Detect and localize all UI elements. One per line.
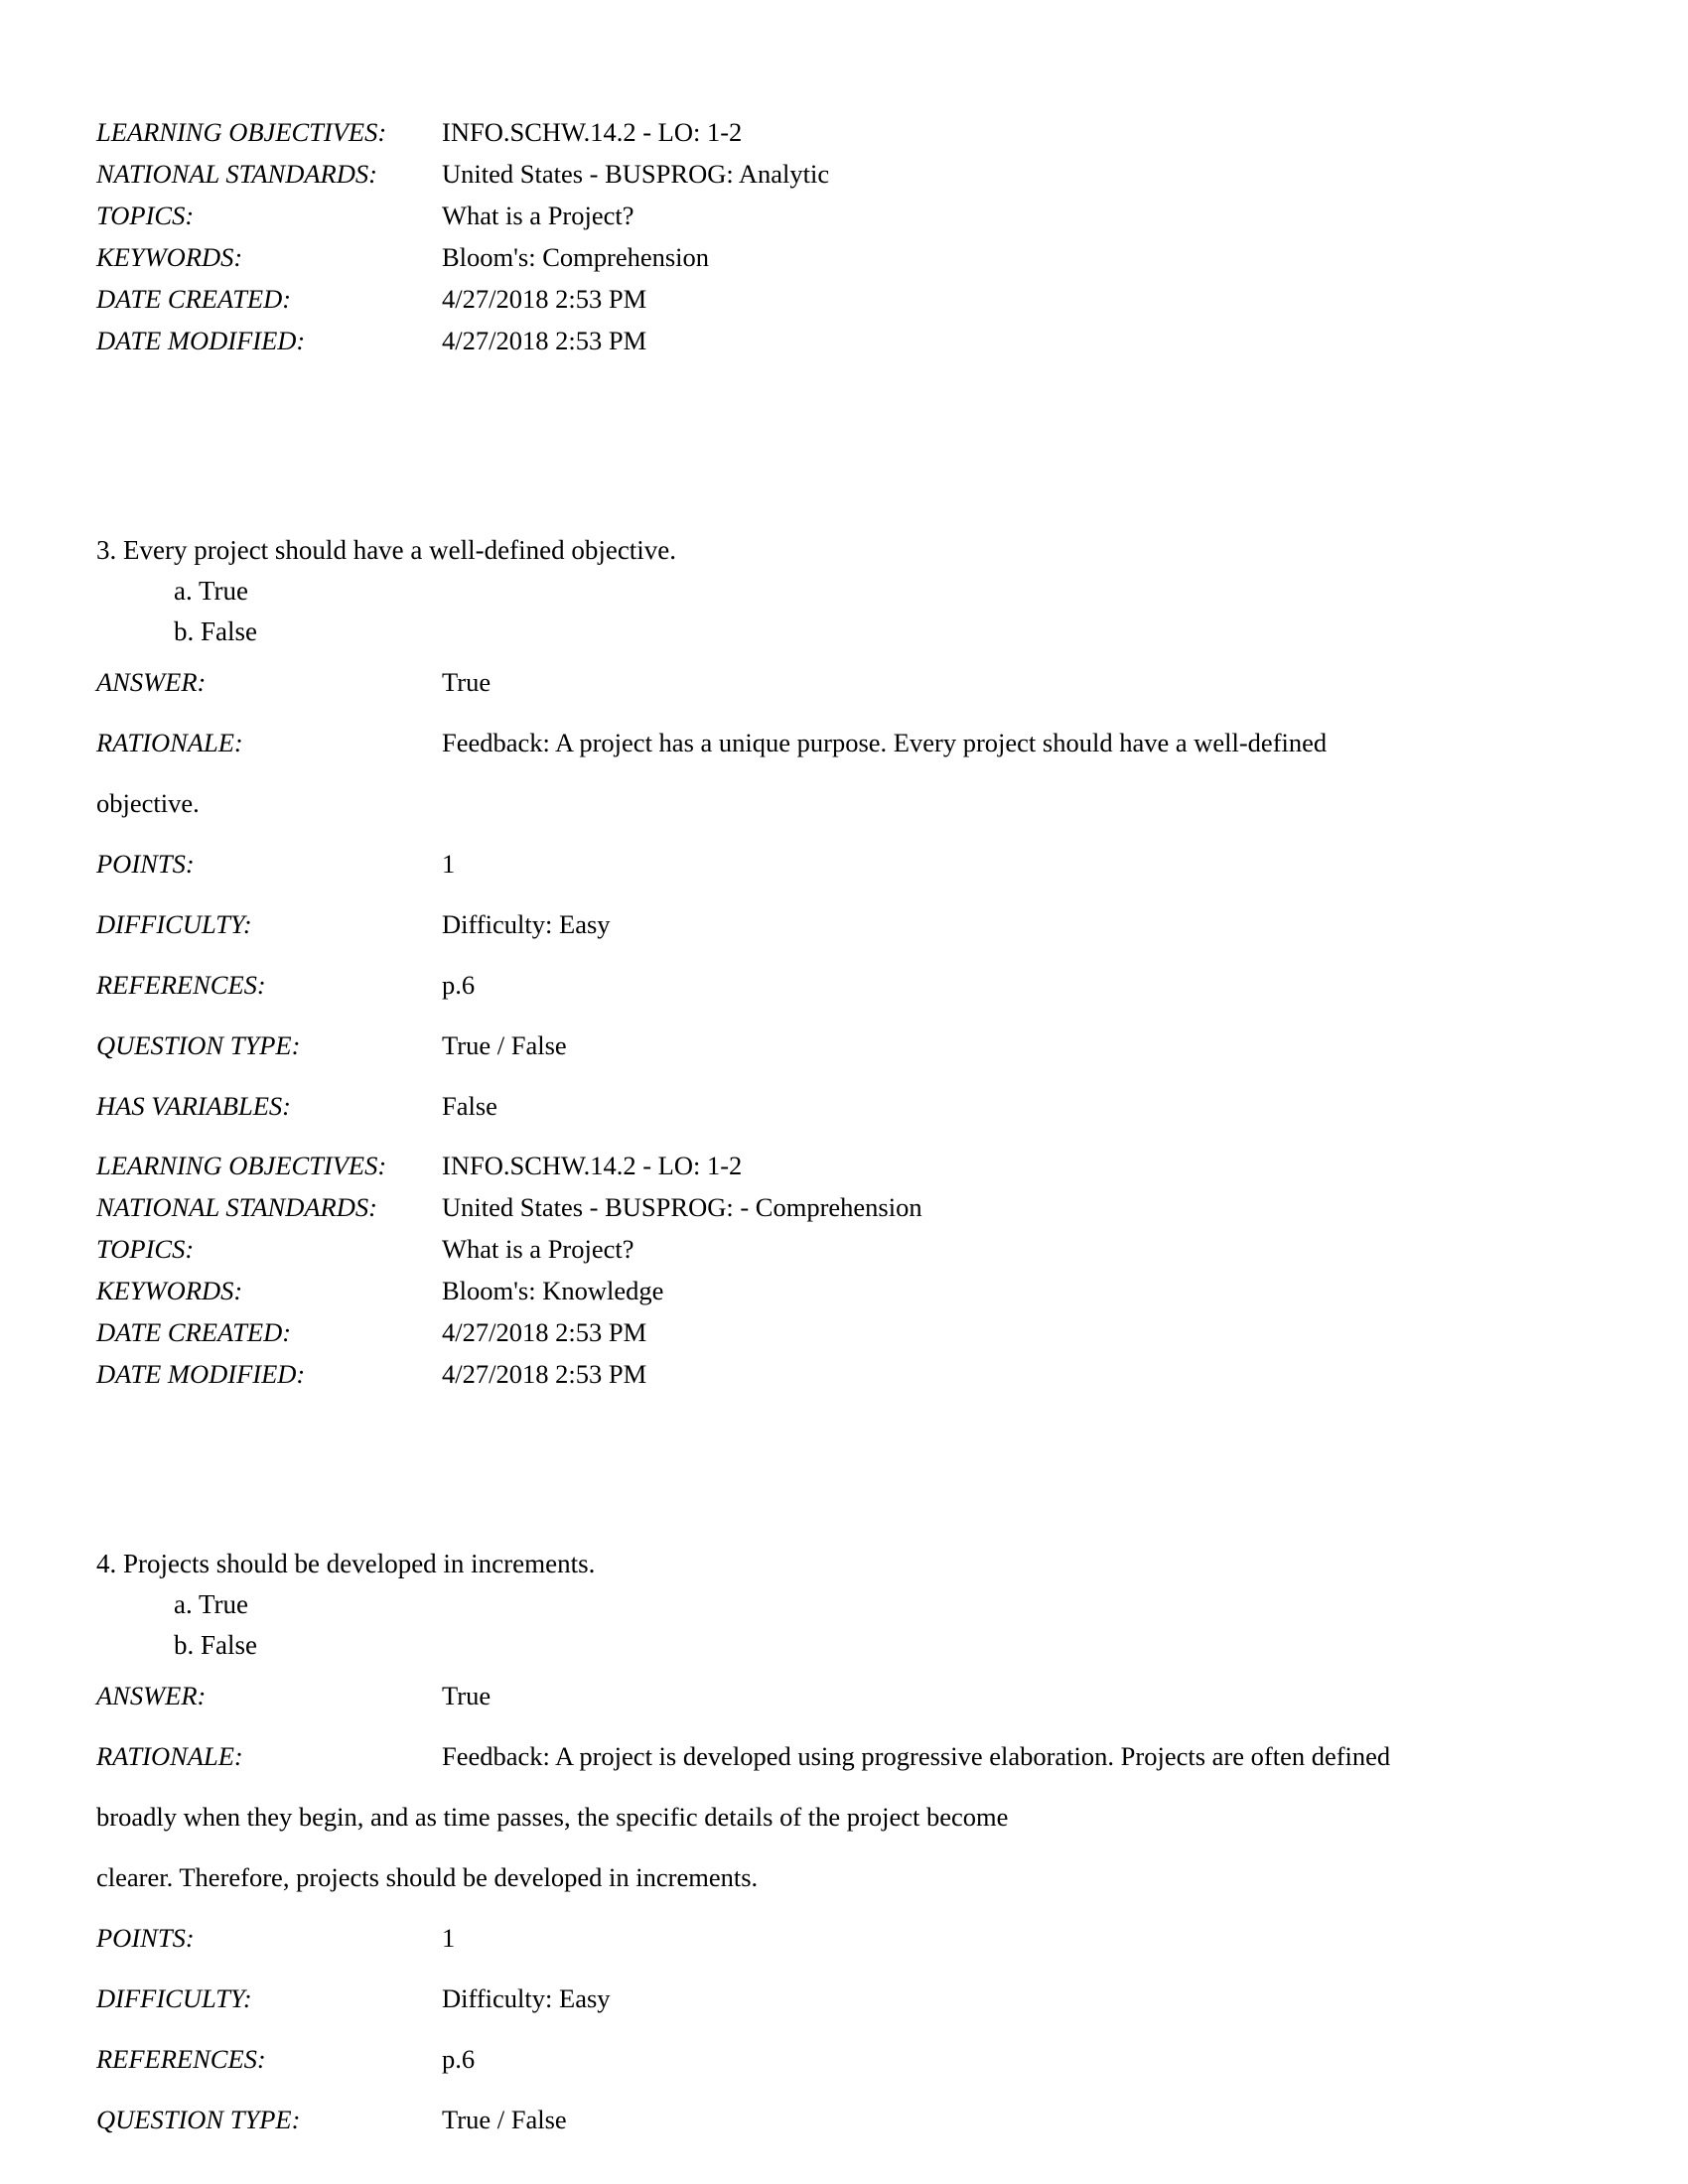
value-answer: True [442, 667, 492, 697]
label-answer: ANSWER: [96, 1681, 207, 1710]
value-learning-objectives: INFO.SCHW.14.2 - LO: 1-2 [442, 117, 743, 147]
field-row-question-type [96, 1016, 1546, 1076]
label-answer: ANSWER: [96, 667, 207, 697]
metadata-row-date-created [96, 278, 1506, 320]
question-stem: 4. Projects should be developed in increments. [96, 1549, 596, 1578]
label-date-created: DATE CREATED: [96, 284, 292, 314]
label-references: REFERENCES: [96, 970, 266, 1000]
label-question-type: QUESTION TYPE: [96, 1030, 301, 1060]
question-block-3 [96, 530, 1586, 1395]
value-rationale: Feedback: A project has a unique purpose. Every project should have a well-defined [442, 728, 1328, 757]
label-rationale: RATIONALE: [96, 1741, 243, 1771]
value-date-created: 4/27/2018 2:53 PM [442, 284, 647, 314]
question-fields-table-2 [96, 834, 1546, 1137]
value-references: p.6 [442, 970, 476, 1000]
question-option-b[interactable]: b. False [174, 1630, 257, 1660]
page-content [96, 111, 1586, 2150]
label-difficulty: DIFFICULTY: [96, 909, 252, 939]
value-question-type: True / False [442, 1030, 567, 1060]
field-row-rationale [96, 713, 1546, 773]
value-topics: What is a Project? [442, 1234, 634, 1264]
metadata-row-keywords [96, 236, 1506, 278]
metadata-row-national-standards [96, 1186, 1506, 1228]
value-difficulty: Difficulty: Easy [442, 909, 611, 939]
metadata-row-keywords [96, 1270, 1506, 1311]
metadata-row-date-modified [96, 320, 1506, 361]
field-row-points [96, 834, 1546, 894]
question-fields-table [96, 1666, 1546, 1787]
question-option-b[interactable]: b. False [174, 616, 257, 646]
question-option-a[interactable]: a. True [174, 576, 249, 606]
label-points: POINTS: [96, 849, 195, 879]
label-date-created: DATE CREATED: [96, 1317, 292, 1347]
value-difficulty: Difficulty: Easy [442, 1983, 611, 2013]
field-row-rationale [96, 1726, 1546, 1787]
value-points: 1 [442, 849, 456, 879]
value-points: 1 [442, 1923, 456, 1953]
label-has-variables: HAS VARIABLES: [96, 1091, 291, 1121]
value-learning-objectives: INFO.SCHW.14.2 - LO: 1-2 [442, 1151, 743, 1180]
value-question-type: True / False [442, 2105, 567, 2134]
label-date-modified: DATE MODIFIED: [96, 1359, 306, 1389]
value-has-variables: False [442, 1091, 497, 1121]
rationale-continuation-line: clearer. Therefore, projects should be developed in increments. [96, 1862, 759, 1892]
field-row-has-variables [96, 1076, 1546, 1137]
label-points: POINTS: [96, 1923, 195, 1953]
field-row-difficulty [96, 894, 1546, 955]
question-fields-table [96, 652, 1546, 773]
metadata-row-topics [96, 195, 1506, 236]
metadata-row-learning-objectives [96, 111, 1506, 153]
value-topics: What is a Project? [442, 201, 634, 230]
label-rationale: RATIONALE: [96, 728, 243, 757]
label-national-standards: NATIONAL STANDARDS: [96, 159, 377, 189]
label-date-modified: DATE MODIFIED: [96, 326, 306, 355]
label-question-type: QUESTION TYPE: [96, 2105, 301, 2134]
value-answer: True [442, 1681, 492, 1710]
question-fields-table-2 [96, 1908, 1546, 2150]
value-rationale: Feedback: A project is developed using progressive elaboration. Projects are often defined [442, 1741, 1391, 1771]
label-topics: TOPICS: [96, 201, 195, 230]
value-keywords: Bloom's: Comprehension [442, 242, 710, 272]
field-row-answer [96, 1666, 1546, 1726]
field-spacer [96, 1137, 1586, 1145]
label-learning-objectives: LEARNING OBJECTIVES: [96, 1151, 387, 1180]
metadata-row-topics [96, 1228, 1506, 1270]
top-metadata-table [96, 111, 1506, 361]
metadata-row-date-created [96, 1311, 1506, 1353]
question-block-4 [96, 1544, 1586, 2150]
field-row-difficulty [96, 1969, 1546, 2029]
label-keywords: KEYWORDS: [96, 1276, 243, 1305]
value-date-modified: 4/27/2018 2:53 PM [442, 1359, 647, 1389]
rationale-continuation-line: objective. [96, 788, 200, 818]
value-keywords: Bloom's: Knowledge [442, 1276, 664, 1305]
metadata-row-national-standards [96, 153, 1506, 195]
label-learning-objectives: LEARNING OBJECTIVES: [96, 117, 387, 147]
question-stem: 3. Every project should have a well-defined objective. [96, 535, 677, 565]
section-spacer-2 [96, 1395, 1586, 1544]
rationale-continuation-line: broadly when they begin, and as time passes, the specific details of the project become [96, 1802, 1009, 1832]
label-keywords: KEYWORDS: [96, 242, 243, 272]
field-row-points [96, 1908, 1546, 1969]
label-difficulty: DIFFICULTY: [96, 1983, 252, 2013]
label-national-standards: NATIONAL STANDARDS: [96, 1192, 377, 1222]
label-references: REFERENCES: [96, 2044, 266, 2074]
label-topics: TOPICS: [96, 1234, 195, 1264]
section-spacer [96, 361, 1586, 530]
field-row-references [96, 2029, 1546, 2090]
metadata-row-learning-objectives [96, 1145, 1506, 1186]
value-references: p.6 [442, 2044, 476, 2074]
metadata-row-date-modified [96, 1353, 1506, 1395]
question-metadata-table [96, 1145, 1506, 1395]
value-date-modified: 4/27/2018 2:53 PM [442, 326, 647, 355]
value-national-standards: United States - BUSPROG: - Comprehension [442, 1192, 922, 1222]
question-option-a[interactable]: a. True [174, 1589, 249, 1619]
field-row-question-type [96, 2090, 1546, 2150]
field-row-references [96, 955, 1546, 1016]
value-national-standards: United States - BUSPROG: Analytic [442, 159, 830, 189]
field-row-answer [96, 652, 1546, 713]
value-date-created: 4/27/2018 2:53 PM [442, 1317, 647, 1347]
